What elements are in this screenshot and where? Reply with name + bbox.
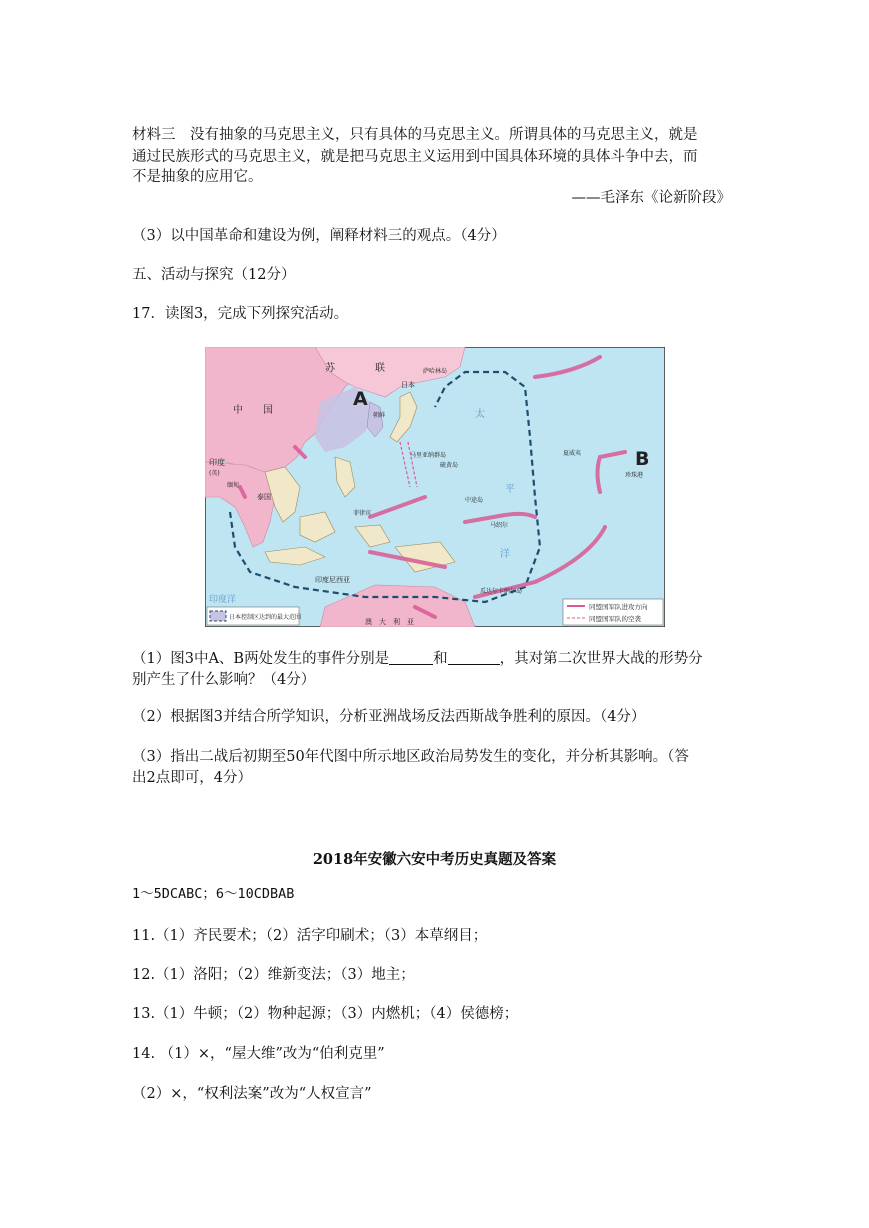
question-17-3: （3）指出二战后初期至50年代图中所示地区政治局势发生的变化，并分析其影响。（答 <box>132 749 689 765</box>
map-marshall: 马绍尔 <box>490 522 509 529</box>
map-sakhalin: 萨哈林岛 <box>423 368 448 375</box>
legend-japan-text: 日本控制区达到的最大范围 <box>229 614 302 621</box>
map-korea: 朝鲜 <box>373 412 386 419</box>
map-australia: 澳 大 利 亚 <box>365 618 414 626</box>
answer-1-10: 1～5DCABC；6～10CDBAB <box>132 886 295 902</box>
q17-1-part-a: （1）图3中A、B两处发生的事件分别是 <box>132 651 390 667</box>
map-ussr-1: 苏 <box>325 363 335 374</box>
map-pacific-2: 平 <box>505 484 515 495</box>
legend-air-text: 同盟国军队的空袭 <box>589 615 641 623</box>
map-india-sub: (英) <box>209 470 220 477</box>
map-ussr-2: 联 <box>375 363 385 374</box>
section-5-heading: 五、活动与探究（12分） <box>132 267 296 283</box>
map-legend-left <box>207 607 301 625</box>
question-16-3: （3）以中国革命和建设为例，阐释材料三的观点。（4分） <box>132 228 506 244</box>
map-pacific-3: 洋 <box>500 549 510 560</box>
map-philippines: 菲律宾 <box>353 510 372 517</box>
map-thailand: 泰国 <box>257 493 271 501</box>
map-burma: 缅甸 <box>227 482 240 489</box>
question-17-1 <box>132 648 703 670</box>
answer-14-2: （2）×，“权利法案”改为“人权宣言” <box>132 1086 372 1102</box>
legend-advance-text: 同盟国军队进攻方向 <box>589 603 648 611</box>
map-label-a: A <box>353 388 368 410</box>
map-iwo: 硫黄岛 <box>440 462 459 469</box>
question-17-1-cont: 别产生了什么影响？（4分） <box>132 672 316 688</box>
pacific-war-map <box>205 347 665 627</box>
map-label-b: B <box>635 448 650 470</box>
material3-line3: 不是抽象的应用它。 <box>132 169 263 185</box>
material3-source: ——毛泽东《论新阶段》 <box>571 190 731 206</box>
map-legend-right <box>563 599 663 625</box>
answer-13: 13.（1）牛顿；（2）物种起源；（3）内燃机；（4）侯德榜； <box>132 1006 519 1022</box>
legend-japan-swatch <box>210 611 226 621</box>
question-17-2: （2）根据图3并结合所学知识，分析亚洲战场反法西斯战争胜利的原因。（4分） <box>132 709 646 725</box>
answer-title: 2018年安徽六安中考历史真题及答案 <box>312 851 557 868</box>
map-midway: 中途岛 <box>465 497 484 504</box>
map-hawaii: 夏威夷 <box>563 450 582 457</box>
map-indonesia: 印度尼西亚 <box>315 576 350 584</box>
answer-14-1: 14. （1）×，“屋大维”改为“伯利克里” <box>132 1046 385 1062</box>
question-17-3-cont: 出2点即可，4分） <box>132 770 252 786</box>
map-pacific-1: 太 <box>475 409 485 420</box>
answer-blank-b[interactable] <box>448 650 500 665</box>
map-china: 中 国 <box>233 405 273 416</box>
question-17: 17．读图3，完成下列探究活动。 <box>132 306 349 322</box>
q17-1-part-b: 和 <box>433 651 448 667</box>
map-pearl: 珍珠港 <box>625 472 644 479</box>
map-japan: 日本 <box>401 381 415 389</box>
material3-line2: 通过民族形式的马克思主义，就是把马克思主义运用到中国具体环境的具体斗争中去，而 <box>132 149 698 165</box>
map-india: 印度 <box>209 458 225 467</box>
map-indian-ocean: 印度洋 <box>209 595 237 605</box>
q17-1-part-c: ，其对第二次世界大战的形势分 <box>499 651 703 667</box>
map-marianas: 马里亚纳群岛 <box>410 452 447 459</box>
answer-12: 12.（1）洛阳；（2）维新变法；（3）地主； <box>132 967 415 983</box>
answer-blank-a[interactable] <box>389 650 433 665</box>
answer-11: 11.（1）齐民要术；（2）活字印刷术；（3）本草纲目； <box>132 928 488 944</box>
material3-line1: 材料三 没有抽象的马克思主义，只有具体的马克思主义。所谓具体的马克思主义，就是 <box>132 127 698 143</box>
map-guadalcanal: 瓜达尔卡纳尔岛 <box>480 588 523 595</box>
